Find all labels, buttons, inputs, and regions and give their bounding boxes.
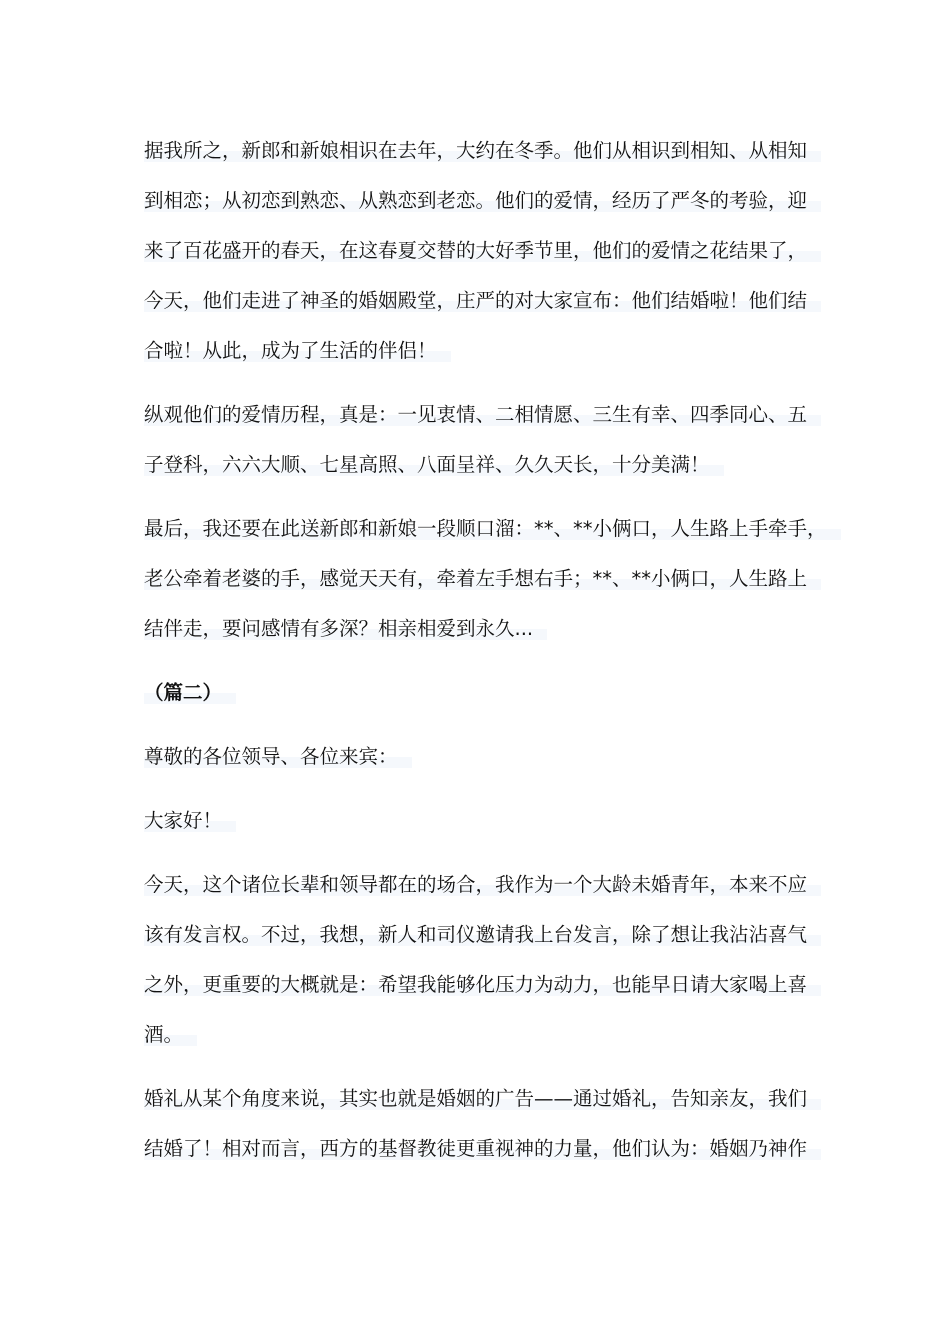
heading-text: （篇二） xyxy=(144,681,236,704)
text-line: 老公牵着老婆的手，感觉天天有，牵着左手想右手；**、**小俩口，人生路上 xyxy=(144,567,821,590)
text-line: 尊敬的各位领导、各位来宾： xyxy=(144,745,412,768)
section-heading xyxy=(144,668,810,718)
text-line: 酒。 xyxy=(144,1023,197,1046)
paragraph-3 xyxy=(144,504,827,654)
paragraph-8 xyxy=(144,1074,810,1174)
text-line: 婚礼从某个角度来说，其实也就是婚姻的广告——通过婚礼，告知亲友，我们 xyxy=(144,1087,821,1110)
text-line: 纵观他们的爱情历程，真是：一见衷情、二相情愿、三生有幸、四季同心、五 xyxy=(144,403,821,426)
text-line: 大家好！ xyxy=(144,809,236,832)
text-line: 到相恋；从初恋到熟恋、从熟恋到老恋。他们的爱情，经历了严冬的考验，迎 xyxy=(144,189,821,212)
text-line: 该有发言权。不过，我想，新人和司仪邀请我上台发言，除了想让我沾沾喜气 xyxy=(144,923,821,946)
paragraph-salutation xyxy=(144,732,810,782)
paragraph-greeting xyxy=(144,796,810,846)
text-line: 来了百花盛开的春天，在这春夏交替的大好季节里，他们的爱情之花结果了， xyxy=(144,239,821,262)
text-line: 今天，他们走进了神圣的婚姻殿堂，庄严的对大家宣布：他们结婚啦！他们结 xyxy=(144,289,821,312)
document-body xyxy=(144,126,827,1188)
text-line: 合啦！从此，成为了生活的伴侣！ xyxy=(144,339,451,362)
text-line: 之外，更重要的大概就是：希望我能够化压力为动力，也能早日请大家喝上喜 xyxy=(144,973,821,996)
text-line: 今天，这个诸位长辈和领导都在的场合，我作为一个大龄未婚青年，本来不应 xyxy=(144,873,821,896)
text-line: 子登科，六六大顺、七星高照、八面呈祥、久久天长，十分美满！ xyxy=(144,453,724,476)
paragraph-7 xyxy=(144,860,810,1060)
paragraph-2 xyxy=(144,390,810,490)
text-line: 据我所之，新郎和新娘相识在去年，大约在冬季。他们从相识到相知、从相知 xyxy=(144,139,821,162)
text-line: 最后，我还要在此送新郎和新娘一段顺口溜：**、**小俩口，人生路上手牵手， xyxy=(144,517,841,540)
paragraph-1 xyxy=(144,126,810,376)
text-line: 结伴走，要问感情有多深？相亲相爱到永久... xyxy=(144,617,547,640)
text-line: 结婚了！相对而言，西方的基督教徒更重视神的力量，他们认为：婚姻乃神作 xyxy=(144,1137,821,1160)
